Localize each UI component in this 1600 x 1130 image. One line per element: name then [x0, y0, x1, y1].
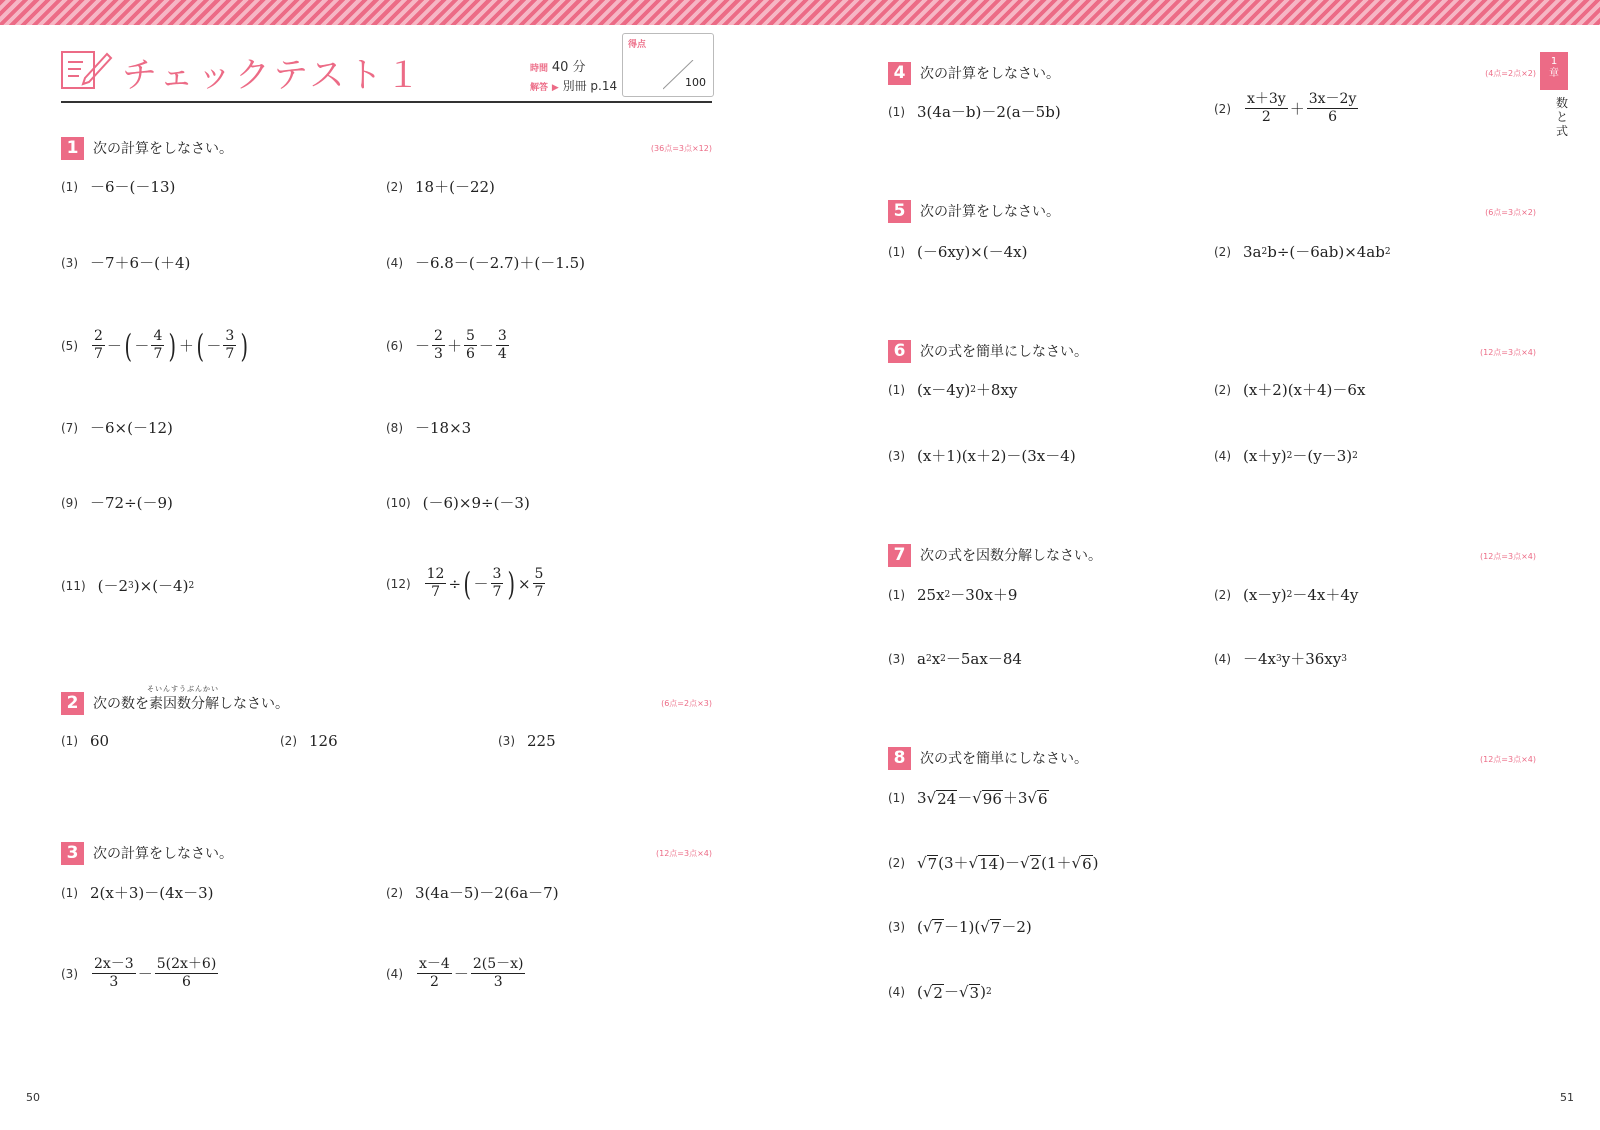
problem-1-11: (11) (－2 3 )×(－4) 2 [61, 577, 195, 595]
problem-6-2: (2) (x＋2)(x＋4)－6x [1214, 381, 1366, 399]
page-number-left: 50 [26, 1091, 40, 1104]
section-title: 次の式を因数分解しなさい。 [920, 548, 1102, 564]
problem-2-3: (3) 225 [498, 732, 556, 750]
section-points: (36点=3点×12) [650, 144, 712, 153]
chapter-label: 数と式 [1556, 96, 1569, 138]
section-7-heading [888, 542, 1102, 568]
section-title: 次の計算をしなさい。 [93, 846, 233, 862]
problem-8-3: (3) ( √ 7 －1)( √ 7 －2) [888, 917, 1032, 937]
chapter-suffix: 章 [1549, 68, 1559, 79]
problem-6-1: (1) (x－4y) 2 ＋8xy [888, 381, 1018, 399]
problem-1-10: (10) (－6)×9÷(－3) [386, 494, 530, 512]
problem-6-3: (3) (x＋1)(x＋2)－(3x－4) [888, 447, 1076, 465]
section-title: 次の数を そいんすうぶんかい 素因数分解しなさい。 [93, 685, 289, 712]
section-points: (4点=2点×2) [1485, 69, 1536, 78]
problem-8-2: (2) √ 7 (3＋ √ 14 )－ √ 2 (1＋ √ 6 ) [888, 853, 1099, 873]
problem-3-2: (2) 3(4a－5)－2(6a－7) [386, 884, 559, 902]
section-points: (6点=2点×3) [661, 699, 712, 708]
answer-reference: 解答 ▶ 別冊 p.14 [530, 79, 618, 93]
problem-1-4: (4) －6.8－(－2.7)＋(－1.5) [386, 254, 585, 272]
section-6-heading [888, 338, 1088, 364]
problem-7-4: (4) －4x 3 y＋36xy 3 [1214, 650, 1347, 668]
section-title: 次の計算をしなさい。 [920, 204, 1060, 220]
problem-5-1: (1) (－6xy)×(－4x) [888, 243, 1028, 261]
problem-1-6: (6) － $\frac{2}{3}$ ＋ $\frac{5}{6}$ － $\frac{3}{4}$ [386, 328, 507, 362]
section-points: (12点=3点×4) [655, 849, 712, 858]
score-label: 得点 [628, 40, 647, 50]
section-number: 5 [888, 200, 911, 223]
score-box[interactable] [622, 33, 714, 97]
section-8-heading [888, 745, 1088, 771]
problem-4-2: (2) $\frac{x+3y}{2}$ ＋ $\frac{3x-2y}{6}$ [1214, 91, 1357, 125]
problem-1-7: (7) －6×(－12) [61, 419, 173, 437]
problem-3-3: (3) $\frac{2x-3}{3}$ － $\frac{5(2x+6)}{6}$ [61, 956, 217, 990]
problem-7-2: (2) (x－y) 2 －4x＋4y [1214, 586, 1359, 604]
score-max: 100 [685, 76, 706, 89]
section-points: (12点=3点×4) [1479, 552, 1536, 561]
section-number: 2 [61, 692, 84, 715]
chapter-number: 1 [1550, 56, 1558, 67]
section-number: 6 [888, 340, 911, 363]
section-1-heading [61, 135, 233, 161]
section-number: 1 [61, 137, 84, 160]
problem-1-1: (1) －6－(－13) [61, 178, 176, 196]
problem-6-4: (4) (x＋y) 2 －(y－3) 2 [1214, 447, 1358, 465]
problem-7-1: (1) 25x 2 －30x＋9 [888, 585, 1018, 604]
memo-pencil-icon [61, 48, 113, 90]
section-points: (12点=3点×4) [1479, 348, 1536, 357]
problem-1-12: (12) $\frac{12}{7}$ ÷ ( － $\frac{3}{7}$ ) × $\frac{5}{7}$ [386, 564, 544, 603]
problem-1-8: (8) －18×3 [386, 419, 472, 437]
section-title: 次の式を簡単にしなさい。 [920, 344, 1088, 360]
problem-3-4: (4) $\frac{x-4}{2}$ － $\frac{2(5-x)}{3}$ [386, 956, 524, 990]
problem-5-2: (2) 3a 2 b÷(－6ab)×4ab 2 [1214, 242, 1391, 261]
section-title: 次の計算をしなさい。 [920, 66, 1060, 82]
chapter-tab[interactable] [1540, 52, 1568, 90]
section-number: 7 [888, 544, 911, 567]
section-2-heading [61, 685, 289, 716]
section-title: 次の式を簡単にしなさい。 [920, 751, 1088, 767]
time-limit: 時間 40 分 [530, 60, 586, 75]
section-number: 8 [888, 747, 911, 770]
problem-3-1: (1) 2(x＋3)－(4x－3) [61, 884, 214, 902]
section-number: 4 [888, 62, 911, 85]
section-points: (12点=3点×4) [1479, 755, 1536, 764]
problem-1-9: (9) －72÷(－9) [61, 494, 173, 512]
section-title: 次の計算をしなさい。 [93, 141, 233, 157]
problem-4-1: (1) 3(4a－b)－2(a－5b) [888, 103, 1061, 121]
problem-1-5: (5) $\frac{2}{7}$ － ( － $\frac{4}{7}$ ) ＋ ( － $\frac{3}{7}$ ) [61, 326, 249, 365]
top-stripe [0, 0, 1600, 25]
problem-8-4: (4) ( √ 2 － √ 3 ) 2 [888, 982, 992, 1002]
section-5-heading [888, 198, 1060, 224]
page-title: チェックテスト１ [122, 56, 424, 96]
section-points: (6点=3点×2) [1485, 208, 1536, 217]
page-number-right: 51 [1560, 1091, 1574, 1104]
problem-2-2: (2) 126 [280, 732, 338, 750]
section-3-heading [61, 840, 233, 866]
section-4-heading [888, 60, 1060, 86]
title-underline [61, 101, 712, 103]
section-number: 3 [61, 842, 84, 865]
problem-7-3: (3) a 2 x 2 －5ax－84 [888, 649, 1022, 668]
problem-1-2: (2) 18＋(－22) [386, 178, 495, 196]
problem-2-1: (1) 60 [61, 732, 110, 750]
problem-1-3: (3) －7＋6－(＋4) [61, 254, 191, 272]
problem-8-1: (1) 3 √ 24 － √ 96 ＋3 √ 6 [888, 788, 1048, 808]
